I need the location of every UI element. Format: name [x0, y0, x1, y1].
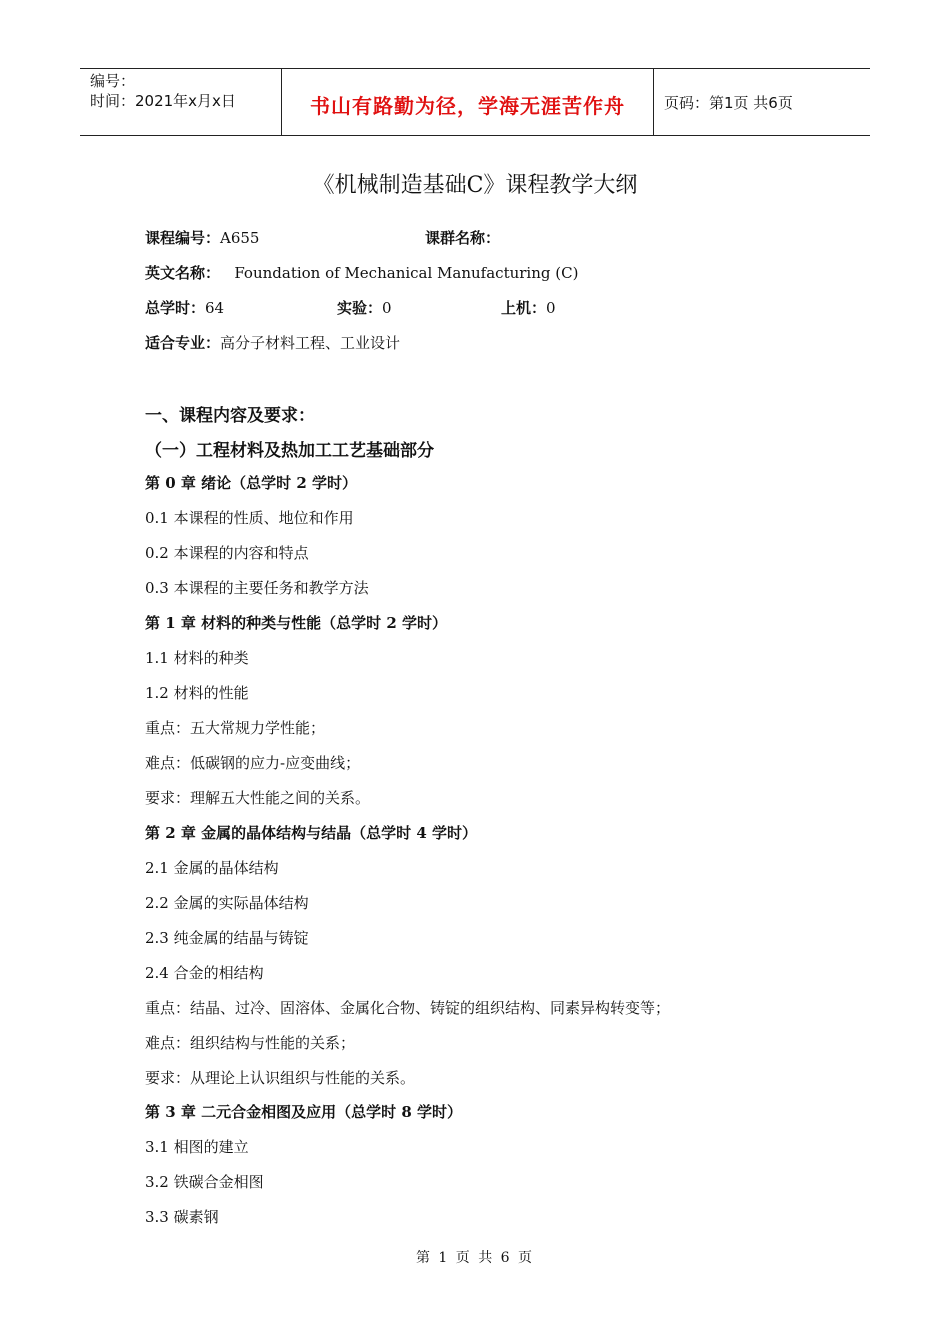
header-meta [80, 69, 281, 135]
total-hours-line [145, 297, 224, 318]
english-name: Foundation of Mechanical Manufacturing (C) [234, 264, 579, 282]
chapter-1-requirements: 要求：理解五大性能之间的关系。 [145, 789, 371, 807]
course-code: A655 [220, 229, 260, 247]
course-code-line [145, 227, 259, 248]
computer-line [501, 297, 556, 318]
chapter-1-item-2: 1.2 材料的性能 [145, 684, 249, 702]
course-code-label: 课程编号： [145, 229, 221, 247]
chapter-2-requirements: 要求：从理论上认识组织与性能的关系。 [145, 1069, 416, 1087]
chapter-0-title: 第 0 章 绪论（总学时 2 学时） [145, 474, 357, 492]
header-motto-cell [281, 69, 654, 135]
header-motto: 书山有路勤为径，学海无涯苦作舟 [310, 93, 625, 118]
major-line [145, 332, 400, 353]
header-number: 编号： [90, 72, 136, 90]
chapter-1-item-1: 1.1 材料的种类 [145, 649, 249, 667]
lab-line [337, 297, 392, 318]
lab-label: 实验： [337, 299, 383, 317]
document-title: 《机械制造基础C》课程教学大纲 [312, 173, 638, 198]
chapter-0-item-3: 0.3 本课程的主要任务和教学方法 [145, 579, 369, 597]
chapter-3-item-2: 3.2 铁碳合金相图 [145, 1173, 264, 1191]
group-name-line [425, 227, 500, 248]
chapter-0-item-1: 0.1 本课程的性质、地位和作用 [145, 509, 354, 527]
english-name-label: 英文名称： [145, 264, 221, 282]
chapter-3-title: 第 3 章 二元合金相图及应用（总学时 8 学时） [145, 1103, 462, 1121]
lab-hours: 0 [382, 299, 392, 317]
chapter-1-title: 第 1 章 材料的种类与性能（总学时 2 学时） [145, 614, 447, 632]
page-footer: 第 1 页 共 6 页 [415, 1250, 535, 1266]
chapter-1-key-points: 重点：五大常规力学性能； [145, 719, 326, 737]
section-heading: 一、课程内容及要求： [145, 406, 315, 426]
computer-hours: 0 [546, 299, 556, 317]
total-hours-label: 总学时： [145, 299, 206, 317]
chapter-2-key-points: 重点：结晶、过冷、固溶体、金属化合物、铸锭的组织结构、同素异构转变等； [145, 999, 671, 1017]
chapter-2-item-3: 2.3 纯金属的结晶与铸锭 [145, 929, 309, 947]
header-time: 时间：2021年x月x日 [90, 92, 236, 110]
english-name-line [145, 262, 578, 283]
chapter-2-title: 第 2 章 金属的晶体结构与结晶（总学时 4 学时） [145, 824, 477, 842]
chapter-2-item-2: 2.2 金属的实际晶体结构 [145, 894, 309, 912]
major: 高分子材料工程、工业设计 [220, 334, 401, 352]
group-name-label: 课群名称： [425, 229, 501, 247]
page-header [80, 68, 870, 136]
chapter-3-item-1: 3.1 相图的建立 [145, 1138, 249, 1156]
chapter-0-item-2: 0.2 本课程的内容和特点 [145, 544, 309, 562]
chapter-2-item-1: 2.1 金属的晶体结构 [145, 859, 279, 877]
major-label: 适合专业： [145, 334, 221, 352]
part-heading: （一）工程材料及热加工工艺基础部分 [145, 441, 434, 461]
header-page-info: 页码：第1页 共6页 [664, 93, 793, 112]
chapter-2-item-4: 2.4 合金的相结构 [145, 964, 264, 982]
chapter-3-item-3: 3.3 碳素钢 [145, 1208, 219, 1226]
chapter-2-difficulties: 难点：组织结构与性能的关系； [145, 1034, 356, 1052]
chapter-1-difficulties: 难点：低碳钢的应力-应变曲线； [145, 754, 361, 772]
computer-label: 上机： [501, 299, 547, 317]
total-hours: 64 [205, 299, 225, 317]
